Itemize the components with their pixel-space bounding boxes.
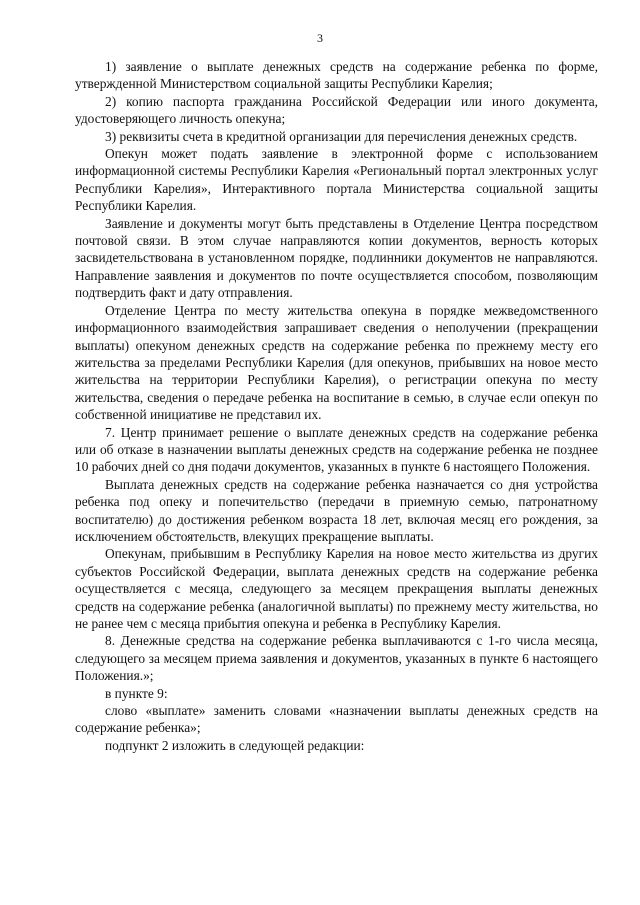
paragraph-electronic-form: Опекун может подать заявление в электронной форме с использованием информационной системы Республики Карелия «Региональный портал электронных услуг Республики Карелия», Интерактивного портала Министерства социальной защиты Республики Карелия. xyxy=(75,146,598,214)
paragraph-item-1: 1) заявление о выплате денежных средств на содержание ребенка по форме, утвержденной Министерством социальной защиты Республики Карелия; xyxy=(75,59,598,92)
paragraph-payment-assignment: Выплата денежных средств на содержание ребенка назначается со дня устройства ребенка под опеку и попечительство (передачи в приемную семью, патронатному воспитателю) до достижения ребенком возраста 18 лет, включая месяц его рождения, за исключением обстоятельств, влекущих прекращение выплаты. xyxy=(75,476,598,544)
page-number: 3 xyxy=(317,31,323,45)
paragraph-word-replacement: слово «выплате» заменить словами «назначении выплаты денежных средств на содержание ребенка»; xyxy=(75,703,598,736)
paragraph-item-2: 2) копию паспорта гражданина Российской Федерации или иного документа, удостоверяющего личность опекуна; xyxy=(75,93,598,127)
paragraph-interagency-request: Отделение Центра по месту жительства опекуна в порядке межведомственного информационного взаимодействия запрашивает сведения о неполучении (прекращении выплаты) опекуном денежных средств на содержание ребенка по прежнему месту его жительства за пределами Республики Карелия (для опекунов, прибывших на новое место жительства на территории Республики Карелия), о регистрации опекуна по месту жительства, сведения о передаче ребенка на воспитание в семью, в случае если опекун по собственной инициативе не представил их. xyxy=(75,302,598,423)
paragraph-clause-8: 8. Денежные средства на содержание ребенка выплачиваются с 1-го числа месяца, следующего за месяцем приема заявления и документов, указанных в пункте 6 настоящего Положения.»; xyxy=(75,633,598,684)
paragraph-item-3: 3) реквизиты счета в кредитной организации для перечисления денежных средств. xyxy=(105,128,578,144)
paragraph-clause-7: 7. Центр принимает решение о выплате денежных средств на содержание ребенка или об отказе в назначении выплаты денежных средств на содержание ребенка не позднее 10 рабочих дней со дня подачи документов, указанных в пункте 6 настоящего Положения. xyxy=(75,424,598,475)
paragraph-clause-9-intro: в пункте 9: xyxy=(105,685,168,701)
document-body xyxy=(75,58,598,754)
paragraph-subclause-2: подпункт 2 изложить в следующей редакции: xyxy=(105,737,365,753)
paragraph-postal-submission: Заявление и документы могут быть представлены в Отделение Центра посредством почтовой связи. В этом случае направляются копии документов, верность которых засвидетельствована в установленном порядке, подлинники документов не направляются. Направление заявления и документов по почте осуществляется способом, позволяющим подтвердить факт и дату отправления. xyxy=(75,215,598,301)
paragraph-arrived-guardians: Опекунам, прибывшим в Республику Карелия на новое место жительства из других субъектов Российской Федерации, выплата денежных средств на содержание ребенка осуществляется с месяца, следующего за месяцем прекращения выплаты денежных средств на содержание ребенка (аналогичной выплаты) по прежнему месту жительства, но не ранее чем с месяца прибытия опекуна и ребенка в Республику Карелия. xyxy=(75,546,598,631)
